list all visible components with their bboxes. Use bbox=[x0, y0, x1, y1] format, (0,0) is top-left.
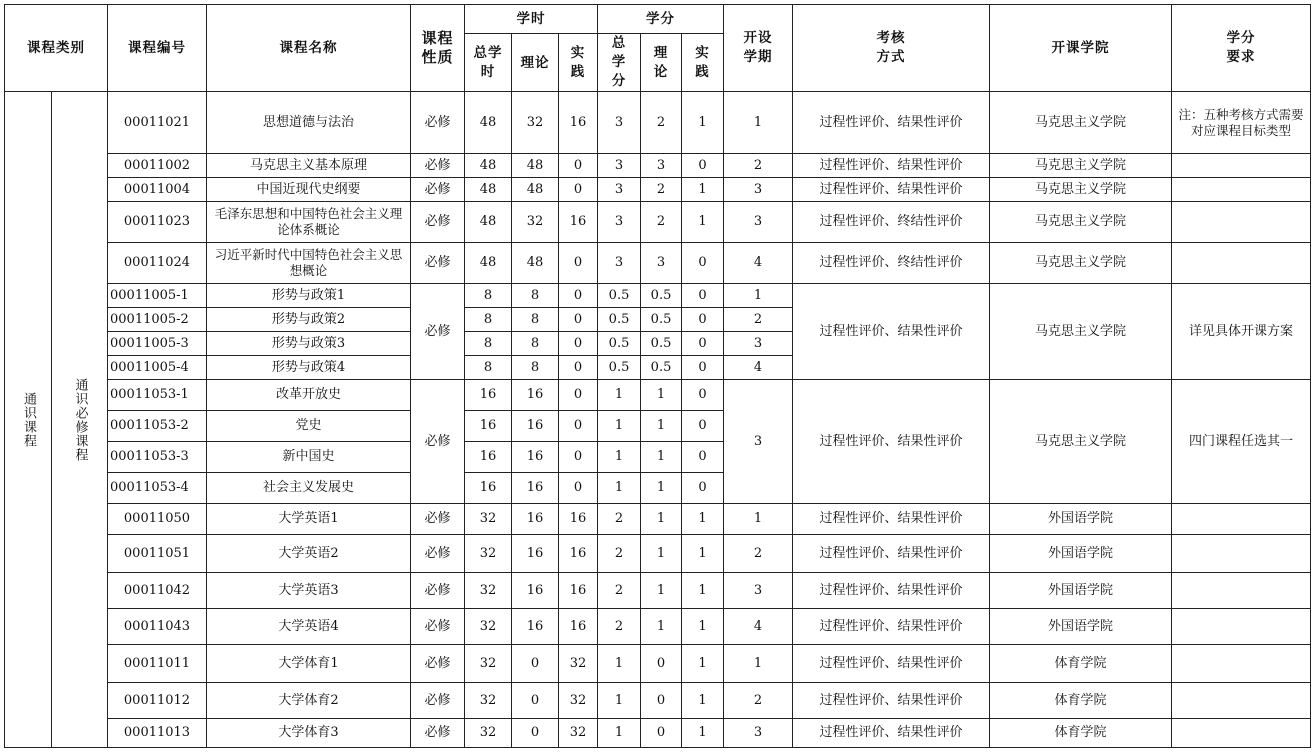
hours-total: 48 bbox=[465, 154, 512, 178]
semester: 2 bbox=[724, 154, 793, 178]
requirement bbox=[1172, 504, 1311, 535]
credits-total: 3 bbox=[598, 243, 641, 284]
requirement bbox=[1172, 535, 1311, 573]
credits-total: 0.5 bbox=[598, 284, 641, 308]
table-row bbox=[5, 683, 1311, 719]
assessment: 过程性评价、结果性评价 bbox=[793, 504, 990, 535]
header-semester bbox=[724, 5, 793, 92]
requirement bbox=[1172, 719, 1311, 748]
hours-total: 8 bbox=[465, 308, 512, 332]
course-nature: 必修 bbox=[411, 504, 465, 535]
credits-total: 1 bbox=[598, 411, 641, 442]
hours-theory: 16 bbox=[512, 573, 559, 609]
header-category: 课程类别 bbox=[5, 5, 108, 92]
semester: 3 bbox=[724, 202, 793, 243]
table-row bbox=[5, 243, 1311, 284]
hours-theory: 48 bbox=[512, 154, 559, 178]
course-name: 毛泽东思想和中国特色社会主义理论体系概论 bbox=[207, 202, 411, 243]
credits-theory: 1 bbox=[641, 473, 682, 504]
credits-practice: 1 bbox=[682, 535, 724, 573]
hours-practice: 0 bbox=[559, 411, 598, 442]
assessment: 过程性评价、结果性评价 bbox=[793, 380, 990, 504]
credits-total: 3 bbox=[598, 154, 641, 178]
college: 马克思主义学院 bbox=[990, 243, 1172, 284]
hours-theory: 16 bbox=[512, 535, 559, 573]
credits-theory: 1 bbox=[641, 442, 682, 473]
table-row bbox=[5, 609, 1311, 645]
assessment: 过程性评价、结果性评价 bbox=[793, 719, 990, 748]
course-name: 大学体育3 bbox=[207, 719, 411, 748]
hours-practice: 16 bbox=[559, 535, 598, 573]
semester: 1 bbox=[724, 92, 793, 154]
table-row bbox=[5, 284, 1311, 308]
semester: 1 bbox=[724, 284, 793, 308]
semester: 3 bbox=[724, 719, 793, 748]
course-nature: 必修 bbox=[411, 154, 465, 178]
assessment: 过程性评价、终结性评价 bbox=[793, 243, 990, 284]
assessment: 过程性评价、终结性评价 bbox=[793, 202, 990, 243]
course-code: 00011021 bbox=[108, 92, 207, 154]
table-row bbox=[5, 573, 1311, 609]
course-code: 00011013 bbox=[108, 719, 207, 748]
hours-total: 16 bbox=[465, 411, 512, 442]
course-code: 00011011 bbox=[108, 645, 207, 683]
hours-practice: 16 bbox=[559, 92, 598, 154]
college: 外国语学院 bbox=[990, 609, 1172, 645]
hours-total: 48 bbox=[465, 202, 512, 243]
course-code: 00011053-1 bbox=[108, 380, 207, 411]
hours-theory: 16 bbox=[512, 504, 559, 535]
hours-practice: 0 bbox=[559, 243, 598, 284]
assessment: 过程性评价、结果性评价 bbox=[793, 645, 990, 683]
course-name: 大学体育1 bbox=[207, 645, 411, 683]
hours-theory: 32 bbox=[512, 92, 559, 154]
hours-theory: 0 bbox=[512, 645, 559, 683]
hours-practice: 16 bbox=[559, 202, 598, 243]
hours-theory: 48 bbox=[512, 243, 559, 284]
course-nature: 必修 bbox=[411, 380, 465, 504]
credits-practice: 1 bbox=[682, 92, 724, 154]
hours-practice: 0 bbox=[559, 356, 598, 380]
college: 马克思主义学院 bbox=[990, 178, 1172, 202]
header-credits-practice bbox=[682, 34, 724, 92]
credits-practice: 0 bbox=[682, 332, 724, 356]
hours-total: 32 bbox=[465, 504, 512, 535]
course-code: 00011024 bbox=[108, 243, 207, 284]
hours-practice: 32 bbox=[559, 719, 598, 748]
course-code: 00011051 bbox=[108, 535, 207, 573]
hours-theory: 16 bbox=[512, 380, 559, 411]
credits-practice: 1 bbox=[682, 719, 724, 748]
course-code: 00011005-3 bbox=[108, 332, 207, 356]
hours-practice: 32 bbox=[559, 683, 598, 719]
course-name: 党史 bbox=[207, 411, 411, 442]
header-nature-text: 课程性质 bbox=[421, 29, 454, 66]
table-row bbox=[5, 535, 1311, 573]
hours-theory: 8 bbox=[512, 356, 559, 380]
hours-theory: 0 bbox=[512, 719, 559, 748]
credits-total: 2 bbox=[598, 573, 641, 609]
college: 马克思主义学院 bbox=[990, 380, 1172, 504]
header-hours-practice bbox=[559, 34, 598, 92]
requirement bbox=[1172, 573, 1311, 609]
hours-total: 8 bbox=[465, 356, 512, 380]
credits-total: 3 bbox=[598, 92, 641, 154]
semester: 4 bbox=[724, 609, 793, 645]
assessment: 过程性评价、结果性评价 bbox=[793, 284, 990, 380]
credits-total: 1 bbox=[598, 719, 641, 748]
credits-theory: 2 bbox=[641, 178, 682, 202]
credits-total: 1 bbox=[598, 380, 641, 411]
header-semester-text: 开设学期 bbox=[743, 30, 773, 65]
header-hours-total-text: 总学时 bbox=[473, 44, 503, 80]
credits-practice: 0 bbox=[682, 380, 724, 411]
hours-total: 8 bbox=[465, 284, 512, 308]
course-code: 00011053-2 bbox=[108, 411, 207, 442]
course-nature: 必修 bbox=[411, 645, 465, 683]
course-code: 00011005-2 bbox=[108, 308, 207, 332]
hours-total: 48 bbox=[465, 243, 512, 284]
requirement-note: 注：五种考核方式需要对应课程目标类型 bbox=[1172, 92, 1311, 154]
header-credits-total bbox=[598, 34, 641, 92]
credits-theory: 1 bbox=[641, 504, 682, 535]
hours-total: 16 bbox=[465, 380, 512, 411]
hours-theory: 16 bbox=[512, 411, 559, 442]
hours-total: 16 bbox=[465, 442, 512, 473]
hours-practice: 0 bbox=[559, 380, 598, 411]
credits-theory: 1 bbox=[641, 411, 682, 442]
hours-practice: 16 bbox=[559, 504, 598, 535]
course-name: 新中国史 bbox=[207, 442, 411, 473]
course-nature: 必修 bbox=[411, 202, 465, 243]
hours-total: 32 bbox=[465, 683, 512, 719]
course-nature: 必修 bbox=[411, 243, 465, 284]
hours-total: 32 bbox=[465, 535, 512, 573]
credits-practice: 1 bbox=[682, 504, 724, 535]
category-sub-cell bbox=[52, 92, 108, 748]
header-requirement bbox=[1172, 5, 1311, 92]
semester: 4 bbox=[724, 243, 793, 284]
credits-theory: 2 bbox=[641, 202, 682, 243]
course-nature: 必修 bbox=[411, 719, 465, 748]
credits-total: 1 bbox=[598, 473, 641, 504]
credits-practice: 0 bbox=[682, 284, 724, 308]
hours-practice: 0 bbox=[559, 178, 598, 202]
college: 体育学院 bbox=[990, 719, 1172, 748]
credits-practice: 1 bbox=[682, 645, 724, 683]
college: 外国语学院 bbox=[990, 504, 1172, 535]
course-name: 马克思主义基本原理 bbox=[207, 154, 411, 178]
requirement bbox=[1172, 243, 1311, 284]
college: 外国语学院 bbox=[990, 573, 1172, 609]
header-credits: 学分 bbox=[598, 5, 724, 34]
assessment: 过程性评价、结果性评价 bbox=[793, 92, 990, 154]
course-name: 大学英语3 bbox=[207, 573, 411, 609]
requirement bbox=[1172, 683, 1311, 719]
college: 马克思主义学院 bbox=[990, 202, 1172, 243]
credits-practice: 0 bbox=[682, 411, 724, 442]
requirement bbox=[1172, 154, 1311, 178]
hours-total: 48 bbox=[465, 92, 512, 154]
category-main-cell bbox=[5, 92, 52, 748]
requirement bbox=[1172, 202, 1311, 243]
college: 体育学院 bbox=[990, 683, 1172, 719]
course-code: 00011050 bbox=[108, 504, 207, 535]
header-assessment-text: 考核方式 bbox=[876, 30, 906, 65]
table-row bbox=[5, 380, 1311, 411]
credits-practice: 0 bbox=[682, 356, 724, 380]
hours-practice: 0 bbox=[559, 284, 598, 308]
course-nature: 必修 bbox=[411, 535, 465, 573]
credits-practice: 0 bbox=[682, 154, 724, 178]
college: 马克思主义学院 bbox=[990, 284, 1172, 380]
course-nature: 必修 bbox=[411, 284, 465, 380]
credits-theory: 0.5 bbox=[641, 332, 682, 356]
semester: 2 bbox=[724, 683, 793, 719]
course-name: 形势与政策3 bbox=[207, 332, 411, 356]
table-row bbox=[5, 202, 1311, 243]
hours-practice: 32 bbox=[559, 645, 598, 683]
course-name: 大学体育2 bbox=[207, 683, 411, 719]
credits-practice: 0 bbox=[682, 473, 724, 504]
course-code: 00011002 bbox=[108, 154, 207, 178]
semester: 2 bbox=[724, 308, 793, 332]
header-hours-theory: 理论 bbox=[512, 34, 559, 92]
hours-total: 32 bbox=[465, 719, 512, 748]
credits-total: 3 bbox=[598, 202, 641, 243]
credits-total: 0.5 bbox=[598, 332, 641, 356]
hours-total: 32 bbox=[465, 645, 512, 683]
header-assessment bbox=[793, 5, 990, 92]
hours-practice: 16 bbox=[559, 609, 598, 645]
hours-total: 48 bbox=[465, 178, 512, 202]
table-row bbox=[5, 504, 1311, 535]
hours-theory: 16 bbox=[512, 442, 559, 473]
requirement: 详见具体开课方案 bbox=[1172, 284, 1311, 380]
course-code: 00011005-4 bbox=[108, 356, 207, 380]
hours-practice: 0 bbox=[559, 473, 598, 504]
header-nature bbox=[411, 5, 465, 92]
hours-theory: 16 bbox=[512, 609, 559, 645]
category-sub: 通识必修课程 bbox=[72, 377, 88, 462]
credits-theory: 0.5 bbox=[641, 356, 682, 380]
credits-practice: 1 bbox=[682, 573, 724, 609]
course-nature: 必修 bbox=[411, 683, 465, 719]
requirement bbox=[1172, 178, 1311, 202]
credits-total: 2 bbox=[598, 609, 641, 645]
requirement bbox=[1172, 609, 1311, 645]
assessment: 过程性评价、结果性评价 bbox=[793, 609, 990, 645]
course-name: 思想道德与法治 bbox=[207, 92, 411, 154]
credits-theory: 1 bbox=[641, 609, 682, 645]
credits-practice: 1 bbox=[682, 202, 724, 243]
hours-practice: 0 bbox=[559, 308, 598, 332]
semester: 1 bbox=[724, 645, 793, 683]
header-credits-theory-text: 理论 bbox=[653, 44, 669, 80]
credits-total: 2 bbox=[598, 535, 641, 573]
course-nature: 必修 bbox=[411, 609, 465, 645]
credits-practice: 0 bbox=[682, 243, 724, 284]
requirement bbox=[1172, 645, 1311, 683]
header-credits-total-text: 总学分 bbox=[611, 35, 627, 89]
course-nature: 必修 bbox=[411, 573, 465, 609]
hours-theory: 48 bbox=[512, 178, 559, 202]
hours-total: 32 bbox=[465, 609, 512, 645]
course-name: 形势与政策2 bbox=[207, 308, 411, 332]
table-row bbox=[5, 92, 1311, 154]
hours-practice: 0 bbox=[559, 154, 598, 178]
credits-total: 1 bbox=[598, 442, 641, 473]
credits-total: 1 bbox=[598, 645, 641, 683]
course-name: 习近平新时代中国特色社会主义思想概论 bbox=[207, 243, 411, 284]
table-row bbox=[5, 154, 1311, 178]
course-name: 社会主义发展史 bbox=[207, 473, 411, 504]
credits-theory: 0.5 bbox=[641, 308, 682, 332]
requirement: 四门课程任选其一 bbox=[1172, 380, 1311, 504]
credits-theory: 0 bbox=[641, 645, 682, 683]
header-hours: 学时 bbox=[465, 5, 598, 34]
credits-theory: 1 bbox=[641, 535, 682, 573]
credits-total: 0.5 bbox=[598, 308, 641, 332]
credits-theory: 3 bbox=[641, 243, 682, 284]
header-code: 课程编号 bbox=[108, 5, 207, 92]
course-name: 大学英语1 bbox=[207, 504, 411, 535]
semester: 3 bbox=[724, 573, 793, 609]
credits-practice: 0 bbox=[682, 308, 724, 332]
assessment: 过程性评价、结果性评价 bbox=[793, 178, 990, 202]
semester: 3 bbox=[724, 178, 793, 202]
header-hours-practice-text: 实践 bbox=[570, 44, 586, 80]
course-name: 形势与政策4 bbox=[207, 356, 411, 380]
credits-practice: 1 bbox=[682, 178, 724, 202]
credits-theory: 1 bbox=[641, 380, 682, 411]
college: 体育学院 bbox=[990, 645, 1172, 683]
course-nature: 必修 bbox=[411, 92, 465, 154]
hours-practice: 0 bbox=[559, 332, 598, 356]
college: 马克思主义学院 bbox=[990, 154, 1172, 178]
credits-total: 1 bbox=[598, 683, 641, 719]
course-nature: 必修 bbox=[411, 178, 465, 202]
table-row bbox=[5, 178, 1311, 202]
course-code: 00011023 bbox=[108, 202, 207, 243]
header-credits-theory bbox=[641, 34, 682, 92]
semester: 3 bbox=[724, 332, 793, 356]
course-code: 00011043 bbox=[108, 609, 207, 645]
hours-theory: 8 bbox=[512, 308, 559, 332]
semester: 2 bbox=[724, 535, 793, 573]
credits-practice: 1 bbox=[682, 609, 724, 645]
semester: 4 bbox=[724, 356, 793, 380]
header-requirement-text: 学分要求 bbox=[1226, 30, 1256, 65]
assessment: 过程性评价、结果性评价 bbox=[793, 154, 990, 178]
hours-total: 8 bbox=[465, 332, 512, 356]
hours-total: 32 bbox=[465, 573, 512, 609]
assessment: 过程性评价、结果性评价 bbox=[793, 573, 990, 609]
college: 外国语学院 bbox=[990, 535, 1172, 573]
hours-practice: 16 bbox=[559, 573, 598, 609]
header-credits-practice-text: 实践 bbox=[695, 44, 710, 80]
course-code: 00011053-4 bbox=[108, 473, 207, 504]
table-row bbox=[5, 719, 1311, 748]
hours-theory: 8 bbox=[512, 332, 559, 356]
course-code: 00011042 bbox=[108, 573, 207, 609]
course-name: 形势与政策1 bbox=[207, 284, 411, 308]
course-name: 改革开放史 bbox=[207, 380, 411, 411]
credits-theory: 2 bbox=[641, 92, 682, 154]
hours-theory: 32 bbox=[512, 202, 559, 243]
credits-theory: 0.5 bbox=[641, 284, 682, 308]
assessment: 过程性评价、结果性评价 bbox=[793, 535, 990, 573]
course-code: 00011005-1 bbox=[108, 284, 207, 308]
curriculum-table bbox=[4, 4, 1311, 748]
header-name: 课程名称 bbox=[207, 5, 411, 92]
credits-theory: 3 bbox=[641, 154, 682, 178]
course-code: 00011053-3 bbox=[108, 442, 207, 473]
credits-total: 2 bbox=[598, 504, 641, 535]
course-code: 00011004 bbox=[108, 178, 207, 202]
credits-total: 3 bbox=[598, 178, 641, 202]
course-name: 大学英语4 bbox=[207, 609, 411, 645]
category-main: 通识课程 bbox=[21, 391, 36, 448]
course-code: 00011012 bbox=[108, 683, 207, 719]
credits-practice: 1 bbox=[682, 683, 724, 719]
assessment: 过程性评价、结果性评价 bbox=[793, 683, 990, 719]
hours-practice: 0 bbox=[559, 442, 598, 473]
semester: 1 bbox=[724, 504, 793, 535]
credits-total: 0.5 bbox=[598, 356, 641, 380]
semester: 3 bbox=[724, 380, 793, 504]
credits-theory: 0 bbox=[641, 683, 682, 719]
credits-theory: 0 bbox=[641, 719, 682, 748]
hours-theory: 8 bbox=[512, 284, 559, 308]
hours-theory: 0 bbox=[512, 683, 559, 719]
hours-total: 16 bbox=[465, 473, 512, 504]
table-row bbox=[5, 645, 1311, 683]
credits-theory: 1 bbox=[641, 573, 682, 609]
course-name: 大学英语2 bbox=[207, 535, 411, 573]
course-name: 中国近现代史纲要 bbox=[207, 178, 411, 202]
hours-theory: 16 bbox=[512, 473, 559, 504]
header-hours-total bbox=[465, 34, 512, 92]
header-college: 开课学院 bbox=[990, 5, 1172, 92]
credits-practice: 0 bbox=[682, 442, 724, 473]
college: 马克思主义学院 bbox=[990, 92, 1172, 154]
